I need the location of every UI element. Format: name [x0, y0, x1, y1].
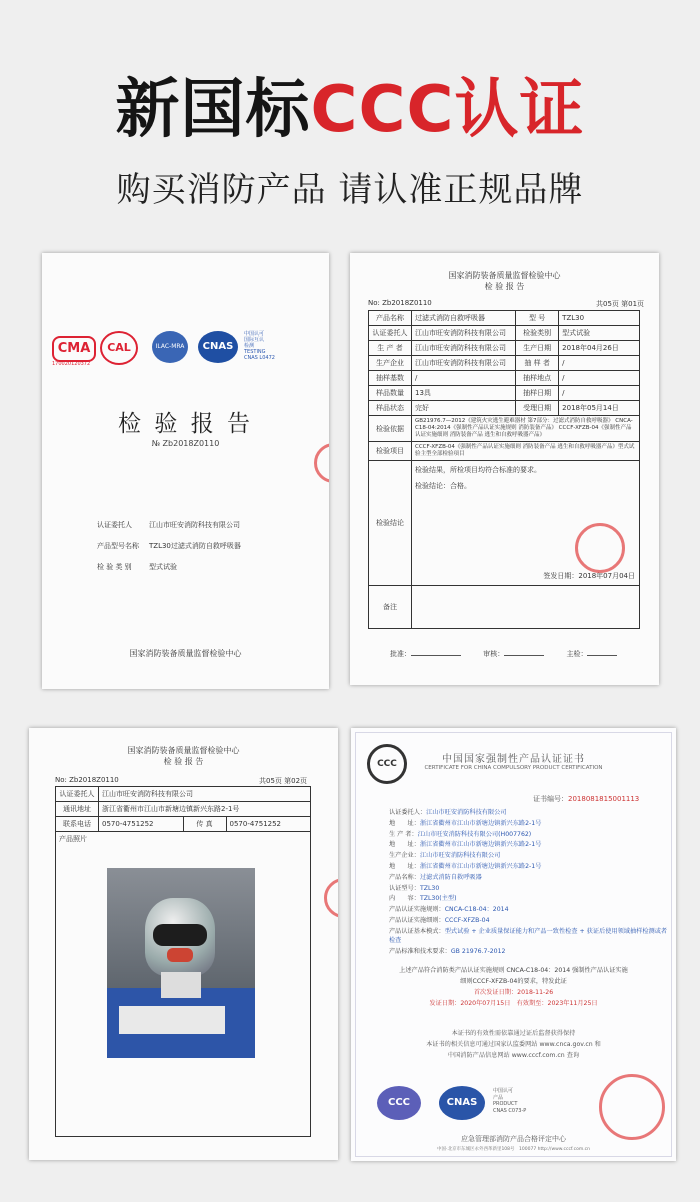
- table-row: 生产企业 江山市旺安消防科技有限公司 抽 样 者 /: [369, 356, 640, 371]
- ilac-mra-logo: ILAC-MRA: [152, 331, 188, 363]
- report2-page: 共05页 第02页: [259, 777, 308, 785]
- conclusion-line: 检验结果，所检项目均符合标准的要求。: [415, 466, 541, 474]
- respirator-icon: [167, 948, 193, 962]
- cnas-logo: CNAS: [198, 331, 238, 363]
- report1-org: 国家消防装备质量监督检验中心: [448, 271, 561, 280]
- issuer-name: 应急管理部消防产品合格评定中心: [461, 1135, 566, 1143]
- report2-org: 国家消防装备质量监督检验中心: [127, 746, 240, 755]
- table-row: 抽样基数 / 抽样地点 /: [369, 371, 640, 386]
- photo-label: 产品照片: [59, 835, 87, 843]
- cert-field: 认证型号：TZL30: [389, 884, 440, 892]
- certificate-title-cn: 中国国家强制性产品认证证书: [442, 754, 585, 765]
- cnas-label: 中国认可 国际互认 检测 TESTING CNAS L0472: [244, 331, 275, 361]
- table-row: 检验依据 GB21976.7—2012《建筑火灾逃生避难器材 第7部分：过滤式消防自救呼吸器》 CNCA-C18-04:2014《强制性产品认证实施规则 消防装备产品》 CCCF-XFZB-04《强制性产品认证实施细则 消防装备产品 逃生和自救呼吸器产品》: [369, 416, 640, 442]
- cert-field: 地 址：浙江省衢州市江山市新塘边镇新兴东路2-1号: [389, 841, 542, 849]
- certificate-title-en: CERTIFICATE FOR CHINA COMPULSORY PRODUCT CERTIFICATION: [424, 765, 603, 771]
- product-photo: [107, 868, 255, 1058]
- signature-icon: [411, 655, 461, 656]
- cert-field: 地 址：浙江省衢州市江山市新塘边镇新兴东路2-1号: [389, 862, 542, 870]
- note-line: 中国消防产品信息网站 www.cccf.com.cn 查询: [447, 1052, 580, 1059]
- cal-logo: CAL: [100, 331, 138, 365]
- note-line: 本证书的有效性需依靠通过证后监督获得保持: [451, 1030, 576, 1037]
- side-seal: [324, 878, 338, 918]
- cover-row: 检 验 类 别 型式试验: [97, 563, 177, 571]
- note-line: 本证书的相关信息可通过国家认监委网站 www.cnca.gov.cn 和: [426, 1041, 601, 1048]
- first-issue-date: 首次发证日期：2018-11-26: [473, 989, 554, 996]
- cert-field: 内 容：TZL30(主型): [389, 895, 457, 903]
- accreditation-logos: [52, 331, 322, 371]
- report2-no: No: Zb2018Z0110: [55, 776, 119, 784]
- visor-icon: [153, 924, 207, 946]
- report-page-1: [350, 253, 659, 685]
- certificate-notes: [351, 1028, 676, 1061]
- cert-field: 生产企业：江山市旺安消防科技有限公司: [389, 852, 501, 860]
- approve-label: 批准：: [390, 650, 411, 658]
- ccc-mark-icon: CCC: [377, 1086, 421, 1120]
- table-row: 备注: [369, 586, 640, 629]
- cnas-logo: CNAS: [439, 1086, 485, 1120]
- inspection-seal: [575, 523, 625, 573]
- inspector-label: 主检：: [566, 650, 588, 658]
- cert-field: 产品标准和技术要求：GB 21976.7-2012: [389, 947, 506, 955]
- page-subtitle: 购买消防产品 请认准正规品牌: [116, 170, 584, 210]
- cnas-product-label: 中国认可 产品 PRODUCT CNAS C073-P: [493, 1088, 527, 1114]
- table-row: 检验项目 CCCF-XFZB-04《强制性产品认证实施细则 消防装备产品 逃生和自救呼吸器产品》型式试验主型全部检验项目: [369, 442, 640, 461]
- cert-field: 地 址：浙江省衢州市江山市新塘边镇新兴东路2-1号: [389, 819, 542, 827]
- product-label-card: [119, 1006, 225, 1034]
- report-title: 检 验 报 告: [118, 411, 253, 437]
- ccc-certificate: [351, 728, 676, 1161]
- report1-no: No: Zb2018Z0110: [368, 299, 432, 307]
- certificate-statement: [351, 965, 676, 1009]
- report1-page: 共05页 第01页: [596, 300, 645, 308]
- official-seal: [314, 443, 329, 483]
- review-label: 审核：: [483, 650, 505, 658]
- certificate-number: 证书编号：2018081815001113: [533, 795, 640, 803]
- table-row: 产品名称 过滤式消防自救呼吸器 型 号 TZL30: [369, 311, 640, 326]
- cert-field: 产品名称：过滤式消防自救呼吸器: [389, 873, 482, 881]
- report-page-2: [29, 728, 338, 1160]
- cert-field: 产品认证实施细则：CCCF-XFZB-04: [389, 916, 490, 924]
- sign-date: 签发日期：2018年07月04日: [543, 572, 635, 580]
- report1-info-table: [368, 310, 640, 629]
- table-row: 检验结论 检验结果，所检项目均符合标准的要求。 检验结论：合格。 签发日期：2018年07月04日: [369, 461, 640, 586]
- cover-row: 认证委托人 江山市旺安消防科技有限公司: [97, 521, 240, 529]
- cover-row: 产品型号名称 TZL30过滤式消防自救呼吸器: [97, 542, 241, 550]
- cert-field: 认证委托人：江山市旺安消防科技有限公司: [389, 809, 507, 816]
- cert-field: 产品认证实施规则：CNCA-C18-04：2014: [389, 906, 509, 914]
- table-row: 联系电话 0570-4751252 传 真 0570-4751252: [56, 817, 311, 832]
- signature-icon: [587, 655, 617, 656]
- ccc-logo-icon: CCC: [367, 744, 407, 784]
- issuer-address: 中国·北京市东城区永外西革新里108号 100077 http://www.cccf.com.cn: [437, 1147, 590, 1152]
- page-header: [0, 70, 700, 211]
- cma-logo: CMA: [52, 336, 96, 362]
- cover-footer: 国家消防装备质量监督检验中心: [129, 649, 242, 658]
- signature-icon: [504, 655, 544, 656]
- signature-row: [390, 649, 650, 659]
- report1-title: 检 验 报 告: [484, 282, 525, 291]
- cover-info-rows: [97, 515, 317, 578]
- table-row: 样品状态 完好 受理日期 2018年05月14日: [369, 401, 640, 416]
- table-row: 认证委托人 江山市旺安消防科技有限公司: [56, 787, 311, 802]
- mannequin-base-icon: [161, 972, 201, 998]
- cma-code: 170020120372: [52, 361, 91, 367]
- page-title: [0, 70, 700, 150]
- cert-field: 生 产 者：江山市旺安消防科技有限公司(H007762): [389, 830, 532, 838]
- table-row: 样品数量 13具 抽样日期 /: [369, 386, 640, 401]
- table-row: 认证委托人 江山市旺安消防科技有限公司 检验类别 型式试验: [369, 326, 640, 341]
- cert-field: 产品认证基本模式：型式试验 + 企业质量保证能力和产品一致性检查 + 获证后使用领域抽样检测或者检查: [389, 927, 668, 944]
- report-cover-page: [42, 253, 329, 689]
- certificate-fields: [389, 808, 669, 958]
- conclusion-line: 检验结论：合格。: [415, 482, 471, 490]
- title-red: CCC认证: [310, 73, 585, 147]
- statement-line: 上述产品符合消防类产品认证实施规则 CNCA-C18-04：2014 强制性产品认证实施: [399, 967, 628, 974]
- report-number: № Zb2018Z0110: [151, 439, 220, 448]
- report2-title: 检 验 报 告: [163, 757, 204, 766]
- title-black: 新国标: [115, 73, 311, 147]
- issue-and-expiry: 发证日期：2020年07月15日 有效期至：2023年11月25日: [429, 1000, 598, 1007]
- table-row: 生 产 者 江山市旺安消防科技有限公司 生产日期 2018年04月26日: [369, 341, 640, 356]
- issuer-seal: [599, 1074, 665, 1140]
- statement-line: 细则CCCF-XFZB-04的要求，特发此证: [460, 978, 567, 985]
- table-row: 通讯地址 浙江省衢州市江山市新塘边镇新兴东路2-1号: [56, 802, 311, 817]
